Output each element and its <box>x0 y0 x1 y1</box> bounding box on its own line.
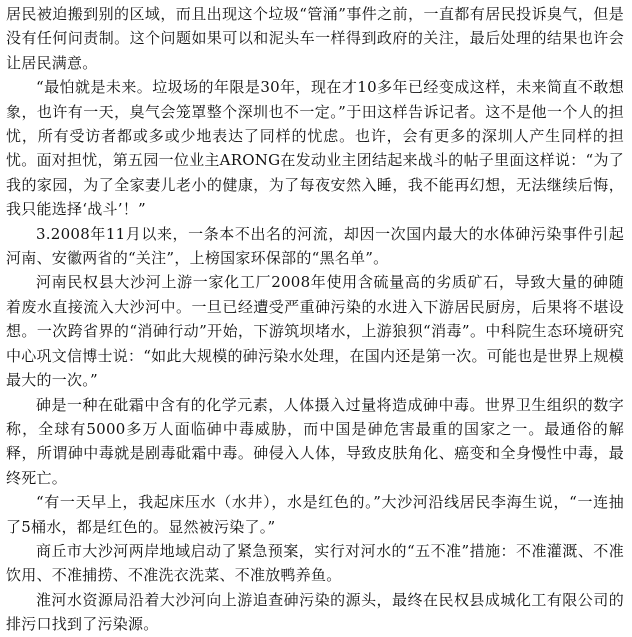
paragraph-complaints: 居民被迫搬到别的区域，而且出现这个垃圾“管涌”事件之前，一直都有居民投诉臭气，但是没有任何问责制。这个问题如果可以和泥头车一样得到政府的关注，最后处理的结果也许会让居民满意。 <box>6 5 624 72</box>
paragraph-chemical-plant: 河南民权县大沙河上游一家化工厂2008年使用含硫量高的劣质矿石，导致大量的砷随着废水直接流入大沙河中。一旦已经遭受严重砷污染的水进入下游居民厨房，后果将不堪设想。一次跨省界的“消砷行动”开始，下游筑坝堵水，上游狼狈“消毒”。中科院生态环境研究中心巩文信博士说：“如此大规模的砷污染水处理，在国内还是第一次。可能也是世界上规模最大的一次。” <box>6 273 624 390</box>
paragraph-five-bans: 商丘市大沙河两岸地域启动了紧急预案，实行对河水的“五不准”措施：不准灌溉、不准饮用、不准捕捞、不准洗衣洗菜、不准放鸭养鱼。 <box>6 541 624 585</box>
paragraph-river-blacklist: 3.2008年11月以来，一条本不出名的河流，却因一次国内最大的水体砷污染事件引起河南、安徽两省的“关注”，上榜国家环保部的“黑名单”。 <box>6 224 624 268</box>
paragraph-future-worry: “最怕就是未来。垃圾场的年限是30年，现在才10多年已经变成这样，未来简直不敢想象，也许有一天，臭气会笼罩整个深圳也不一定。”于田这样告诉记者。这不是他一个人的担忧，所有受访者都或多或少地表达了同样的忧虑。也许，会有更多的深圳人产生同样的担忧。面对担忧，第五园一位业主ARONG在发动业主团结起来战斗的帖子里面这样说：“为了我的家园，为了全家妻儿老小的健康，为了每夜安然入睡，我不能再幻想，无法继续后悔，我只能选择‘战斗’！” <box>6 78 624 219</box>
paragraph-pollution-source: 淮河水资源局沿着大沙河向上游追查砷污染的源头，最终在民权县成城化工有限公司的排污口找到了污染源。 <box>6 590 624 634</box>
paragraph-arsenic-explained: 砷是一种在砒霜中含有的化学元素，人体摄入过量将造成砷中毒。世界卫生组织的数字称，全球有5000多万人面临砷中毒威胁，而中国是砷危害最重的国家之一。最通俗的解释，所谓砷中毒就是剧毒砒霜中毒。砷侵入人体，导致皮肤角化、癌变和全身慢性中毒，最终死亡。 <box>6 395 624 487</box>
paragraph-resident-quote: “有一天早上，我起床压水（水井），水是红色的。”大沙河沿线居民李海生说，“一连抽了5桶水，都是红色的。显然被污染了。” <box>6 493 624 536</box>
